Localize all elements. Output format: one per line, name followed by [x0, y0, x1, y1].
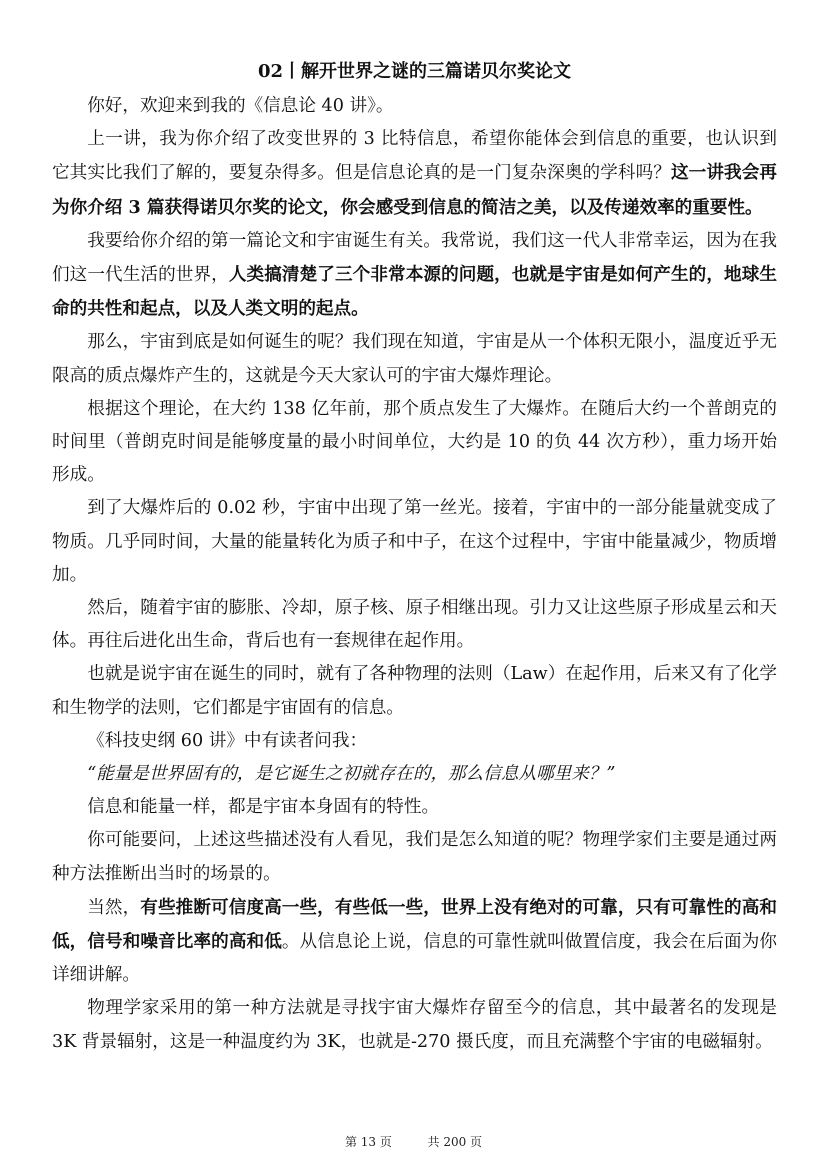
paragraph: [52, 492, 777, 592]
document-body: [52, 58, 777, 1059]
paragraph-list: [52, 90, 777, 1059]
body-text: 也就是说宇宙在诞生的同时，就有了各种物理的法则（Law）在起作用，后来又有了化学和生物学的法则，它们都是宇宙固有的信息。: [52, 664, 777, 718]
body-text: 根据这个理论，在大约 138 亿年前，那个质点发生了大爆炸。在随后大约一个普朗克的时间里（普朗克时间是能够度量的最小时间单位，大约是 10 的负 44 次方秒），重力场开始形成。: [52, 398, 777, 486]
bold-text: 这一讲我会再为你介绍 3 篇获得诺贝尔奖的论文，你会感受到信息的简洁之美，以及传递效率的重要性。: [52, 162, 777, 218]
paragraph: [52, 225, 777, 327]
paragraph: [52, 791, 777, 824]
body-text: 你可能要问，上述这些描述没有人看见，我们是怎么知道的呢？物理学家们主要是通过两种方法推断出当时的场景的。: [52, 830, 777, 884]
paragraph: [52, 592, 777, 658]
page-total: 共 200 页: [427, 1135, 483, 1149]
body-text: 你好，欢迎来到我的《信息论 40 讲》。: [87, 96, 394, 116]
body-text: 当然，: [87, 897, 141, 918]
paragraph: [52, 90, 777, 123]
paragraph: [52, 658, 777, 724]
paragraph: [52, 824, 777, 890]
paragraph: [52, 891, 777, 993]
body-text: 上一讲，我为你介绍了改变世界的 3 比特信息，希望你能体会到信息的重要，也认识到它其实比我们了解的，要复杂得多。但是信息论真的是一门复杂深奥的学科吗？: [52, 129, 777, 184]
paragraph: [52, 758, 777, 791]
page-title: 02丨解开世界之谜的三篇诺贝尔奖论文: [257, 61, 572, 82]
body-text: 信息和能量一样，都是宇宙本身固有的特性。: [87, 797, 440, 818]
paragraph: [52, 123, 777, 225]
body-text: 。从信息论上说，信息的可靠性就叫做置信度，我会在后面为你详细讲解。: [52, 932, 777, 986]
bold-text: 有些推断可信度高一些，有些低一些，世界上没有绝对的可靠，只有可靠性的高和低，信号和噪音比率的高和低: [52, 896, 777, 953]
body-text: 我要给你介绍的第一篇论文和宇宙诞生有关。我常说，我们这一代人非常幸运，因为在我们这一代生活的世界，: [52, 230, 777, 286]
page-footer: [0, 1133, 827, 1150]
body-text: 然后，随着宇宙的膨胀、冷却，原子核、原子相继出现。引力又让这些原子形成星云和天体。再往后进化出生命，背后也有一套规律在起作用。: [52, 598, 777, 652]
body-text: 那么，宇宙到底是如何诞生的呢？我们现在知道，宇宙是从一个体积无限小，温度近乎无限高的质点爆炸产生的，这就是今天大家认可的宇宙大爆炸理论。: [52, 332, 777, 386]
paragraph: [52, 992, 777, 1058]
paragraph: [52, 326, 777, 392]
paragraph: [52, 725, 777, 758]
body-text: 物理学家采用的第一种方法就是寻找宇宙大爆炸存留至今的信息，其中最著名的发现是 3K 背景辐射，这是一种温度约为 3K，也就是-270 摄氏度，而且充满整个宇宙的电磁辐射。: [52, 998, 777, 1052]
paragraph: [52, 393, 777, 493]
bold-text: 人类搞清楚了三个非常本源的问题，也就是宇宙是如何产生的，地球生命的共性和起点，以及人类文明的起点。: [52, 264, 777, 320]
body-text: 《科技史纲 60 讲》中有读者问我：: [87, 730, 368, 751]
body-text: 到了大爆炸后的 0.02 秒，宇宙中出现了第一丝光。接着，宇宙中的一部分能量就变成了物质。几乎同时间，大量的能量转化为质子和中子，在这个过程中，宇宙中能量减少，物质增加。: [52, 498, 777, 585]
quote-text: “能量是世界固有的，是它诞生之初就存在的，那么信息从哪里来？”: [87, 764, 616, 785]
page-number: 第 13 页: [344, 1135, 392, 1149]
